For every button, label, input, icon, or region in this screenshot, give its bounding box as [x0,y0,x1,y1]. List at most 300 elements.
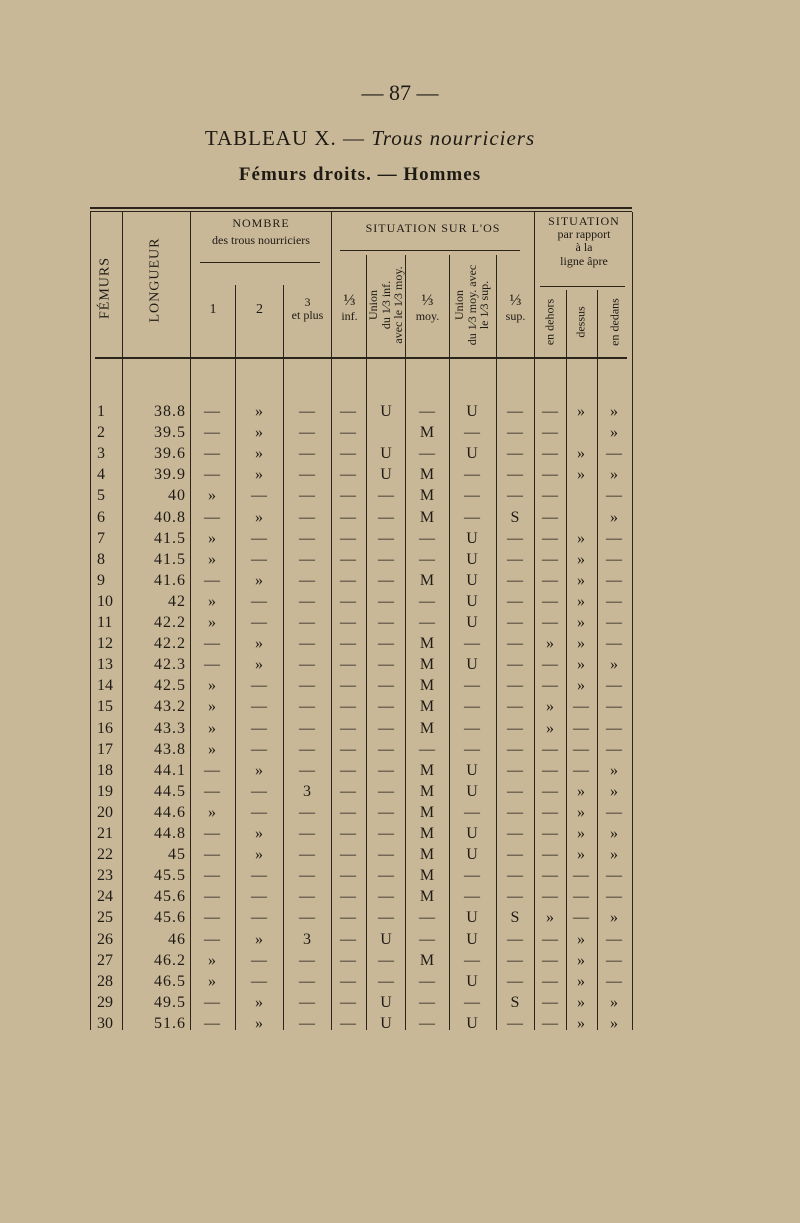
table-cell: » [610,403,618,420]
table-cell: — [378,909,394,927]
row-number: 14 [97,677,113,695]
situation-sub-rule [340,250,520,251]
table-cell: — [507,951,523,969]
table-cell: — [419,550,435,568]
table-cell: — [378,867,394,885]
table-cell: — [340,909,356,927]
table-cell: — [251,888,267,906]
header-s-union1-c: avec le 1⁄3 moy. [391,266,406,344]
table-cell: — [606,614,622,631]
table-cell: S [510,993,520,1011]
table-cell: — [299,803,315,821]
table-cell: — [419,614,435,631]
table-cell: U [466,972,478,990]
table-cell: » [610,424,618,442]
table-cell: — [378,825,394,842]
row-length: 42.2 [154,614,186,631]
table-cell: » [208,529,216,547]
table-cell: » [610,993,618,1011]
table-cell: — [507,740,523,758]
table-cell: U [466,761,478,779]
table-cell: — [251,951,267,969]
header-s-moy-text: moy. [415,308,440,323]
row-number: 2 [97,424,105,442]
table-cell: » [208,719,216,737]
table-cell: — [204,403,220,420]
table-cell: M [419,867,435,885]
header-nombre-sub: des trous nourriciers [212,233,310,247]
row-number: 20 [97,803,113,821]
table-cell: — [299,698,315,716]
table-cell: » [255,445,263,463]
table-cell: S [510,508,520,526]
table-cell: — [340,698,356,716]
row-number: 22 [97,846,113,864]
table-cell: » [255,508,263,526]
table-cell: — [507,698,523,716]
table-cell: M [419,677,435,695]
table-cell: — [507,719,523,737]
table-cell: — [251,698,267,716]
table-cell: — [204,635,220,653]
table-cell: » [255,825,263,842]
row-length: 42.2 [154,635,186,653]
row-number: 28 [97,972,113,990]
header-s-union2-a: Union [452,290,467,321]
table-cell: — [340,803,356,821]
table-cell: — [204,930,220,948]
table-cell: — [299,825,315,842]
table-cell: — [542,782,558,800]
table-cell: — [299,909,315,927]
table-cell: — [378,508,394,526]
table-cell: » [255,993,263,1011]
row-length: 40 [168,487,186,505]
table-cell: — [340,719,356,737]
row-length: 40.8 [154,508,186,526]
table-cell: — [573,909,589,927]
table-cell: — [340,888,356,906]
header-s-sup-frac: ⅓ [509,292,522,309]
table-cell: — [507,677,523,695]
table-cell: 3 [303,782,311,800]
table-cell: — [419,529,435,547]
table-cell: — [542,487,558,505]
table-cell: M [419,635,435,653]
header-s-union1-a: Union [366,290,381,321]
table-cell: — [507,529,523,547]
table-cell: — [299,508,315,526]
table-cell: — [204,867,220,885]
table-cell: M [419,424,435,442]
row-number: 7 [97,529,105,547]
rapport-sub-rule [540,286,625,287]
table-cell: — [340,972,356,990]
top-rule-1 [90,207,632,209]
table-cell: » [255,466,263,484]
row-number: 18 [97,761,113,779]
table-cell: » [577,846,585,864]
header-r-dedans: en dedans [607,298,622,346]
table-cell: — [464,698,480,716]
table-cell: U [380,403,392,420]
header-s-union2 [453,265,491,346]
table-cell: — [507,972,523,990]
table-cell: » [577,550,585,568]
table-cell: — [340,782,356,800]
table-cell: — [464,466,480,484]
table-cell: » [255,1014,263,1032]
table-cell: U [466,592,478,610]
table-cell: — [507,635,523,653]
col-line-n2 [283,285,284,1030]
table-cell: — [299,972,315,990]
nombre-sub-rule [200,262,320,263]
table-cell: — [507,825,523,842]
table-cell: — [464,803,480,821]
table-cell: — [606,719,622,737]
table-cell: — [340,1014,356,1032]
table-cell: — [299,993,315,1011]
table-cell: — [507,1014,523,1032]
table-cell: » [610,656,618,674]
table-cell: — [299,487,315,505]
table-cell: — [606,571,622,589]
table-cell: » [577,635,585,653]
header-rapport-2: par rapport [557,227,611,242]
table-cell: — [299,466,315,484]
table-cell: — [340,656,356,674]
table-cell: » [208,614,216,631]
table-cell: — [378,487,394,505]
table-cell: — [204,825,220,842]
table-cell: — [378,951,394,969]
table-cell: S [510,909,520,927]
table-cell: » [255,761,263,779]
row-length: 42 [168,592,186,610]
table-cell: » [208,487,216,505]
table-cell: — [507,550,523,568]
table-cell: » [610,466,618,484]
table-cell: — [507,761,523,779]
table-cell: — [464,719,480,737]
table-cell: — [340,508,356,526]
table-cell: — [507,867,523,885]
row-length: 41.6 [154,571,186,589]
table-cell: — [204,656,220,674]
table-cell: — [340,761,356,779]
table-cell: — [507,656,523,674]
table-cell: U [380,993,392,1011]
row-number: 25 [97,909,113,927]
table-cell: » [255,403,263,420]
table-cell: — [606,550,622,568]
header-femurs: FÉMURS [97,256,113,320]
table-cell: — [204,445,220,463]
table-cell: — [464,508,480,526]
header-s-sup [497,292,534,323]
table-cell: — [251,909,267,927]
table-cell: — [507,403,523,420]
table-cell: — [507,424,523,442]
table-cell: — [251,529,267,547]
row-length: 45.5 [154,867,186,885]
table-cell: » [610,782,618,800]
table-cell: — [299,846,315,864]
table-cell: — [542,445,558,463]
table-cell: — [299,403,315,420]
table-cell: M [419,888,435,906]
table-cell: — [340,403,356,420]
row-number: 15 [97,698,113,716]
table-cell: M [419,508,435,526]
table-cell: — [299,761,315,779]
col-line-femurs [122,212,123,1030]
row-length: 45.6 [154,909,186,927]
row-length: 44.8 [154,825,186,842]
table-cell: — [606,698,622,716]
col-line-left [90,212,91,1030]
table-cell: — [464,993,480,1011]
header-longueur: LONGUEUR [147,237,163,323]
header-rapport [536,215,632,268]
table-cell: — [299,571,315,589]
table-cell: U [380,930,392,948]
row-length: 46.5 [154,972,186,990]
table-cell: — [419,930,435,948]
table-cell: — [378,719,394,737]
table-cell: — [542,803,558,821]
table-cell: — [378,972,394,990]
table-cell: » [577,592,585,610]
row-length: 45 [168,846,186,864]
table-cell: — [340,571,356,589]
header-s-sup-text: sup. [505,308,526,323]
table-cell: — [251,782,267,800]
table-cell: » [610,825,618,842]
table-cell: » [577,466,585,484]
header-rapport-4: ligne âpre [560,253,608,268]
table-cell: — [299,888,315,906]
row-number: 9 [97,571,105,589]
table-cell: » [577,1014,585,1032]
header-s-union1-b: du 1⁄3 inf. [378,280,393,330]
table-cell: — [251,740,267,758]
page-number: — 87 — [361,80,439,105]
table-cell: — [378,677,394,695]
row-number: 12 [97,635,113,653]
table-cell: » [208,698,216,716]
table-cell: — [340,592,356,610]
table-cell: — [251,614,267,631]
table-cell: — [542,550,558,568]
table-cell: » [546,909,554,927]
table-cell: — [204,424,220,442]
header-s-union2-b: du 1⁄3 moy. avec [464,264,479,346]
table-cell: — [340,635,356,653]
table-cell: » [255,930,263,948]
table-cell: — [419,972,435,990]
table-cell: » [208,972,216,990]
table-cell: — [542,614,558,631]
table-cell: — [299,677,315,695]
table-cell: M [419,656,435,674]
table-cell: U [466,529,478,547]
table-cell: — [573,761,589,779]
row-number: 26 [97,930,113,948]
header-r-dessus: dessus [573,306,588,338]
table-cell: — [204,909,220,927]
table-cell: » [208,592,216,610]
table-cell: U [380,445,392,463]
header-nombre: NOMBRE [232,216,290,230]
table-title [0,126,740,151]
table-cell: » [610,508,618,526]
table-cell: — [340,614,356,631]
table-cell: — [542,825,558,842]
row-length: 45.6 [154,888,186,906]
table-cell: — [378,656,394,674]
table-cell: M [419,761,435,779]
table-cell: » [577,529,585,547]
table-cell: — [507,487,523,505]
table-cell: — [542,529,558,547]
table-cell: — [299,1014,315,1032]
table-cell: — [507,888,523,906]
table-cell: — [573,698,589,716]
table-cell: — [204,761,220,779]
table-cell: U [466,1014,478,1032]
table-cell: — [251,719,267,737]
table-cell: — [378,782,394,800]
table-cell: — [340,846,356,864]
table-cell: — [204,466,220,484]
table-cell: » [208,803,216,821]
table-cell: » [577,825,585,842]
table-cell: — [378,888,394,906]
col-line-n1 [235,285,236,1030]
table-cell: — [507,592,523,610]
table-cell: — [299,951,315,969]
table-cell: — [340,951,356,969]
table-cell: M [419,698,435,716]
table-cell: M [419,846,435,864]
table-cell: — [606,930,622,948]
table-cell: — [251,677,267,695]
table-cell: — [542,508,558,526]
table-cell: U [466,909,478,927]
header-s-moy [406,292,449,323]
table-cell: » [208,677,216,695]
table-cell: — [204,888,220,906]
table-cell: — [542,867,558,885]
table-cell: — [606,635,622,653]
row-length: 44.5 [154,782,186,800]
table-cell: — [378,592,394,610]
table-cell: — [606,529,622,547]
table-cell: — [542,972,558,990]
header-s-inf-text: inf. [341,308,358,323]
table-cell: — [204,1014,220,1032]
table-cell: — [204,508,220,526]
table-cell: » [577,951,585,969]
table-cell: » [255,635,263,653]
table-cell: U [466,930,478,948]
table-cell: » [610,761,618,779]
row-number: 17 [97,740,113,758]
row-number: 21 [97,825,113,842]
table-cell: 3 [303,930,311,948]
table-cell: » [577,993,585,1011]
table-cell: — [419,1014,435,1032]
table-cell: — [340,424,356,442]
table-cell: » [577,677,585,695]
table-cell: — [299,719,315,737]
row-number: 8 [97,550,105,568]
table-cell: — [507,846,523,864]
table-cell: — [542,677,558,695]
row-length: 42.5 [154,677,186,695]
table-cell: — [507,930,523,948]
table-cell: — [464,888,480,906]
table-cell: » [577,930,585,948]
table-cell: — [606,487,622,505]
row-number: 27 [97,951,113,969]
row-length: 41.5 [154,529,186,547]
row-number: 29 [97,993,113,1011]
table-cell: — [340,466,356,484]
row-length: 44.6 [154,803,186,821]
table-cell: » [577,403,585,420]
table-cell: — [378,740,394,758]
table-cell: — [606,803,622,821]
table-cell: U [466,445,478,463]
table-cell: — [573,888,589,906]
table-cell: U [466,782,478,800]
table-cell: — [299,550,315,568]
table-cell: — [606,888,622,906]
table-cell: — [299,635,315,653]
row-length: 43.8 [154,740,186,758]
header-situation: SITUATION SUR L'OS [365,221,501,235]
table-cell: — [606,592,622,610]
header-n1: 1 [209,302,217,317]
table-cell: — [251,803,267,821]
table-cell: U [466,614,478,631]
table-cell: — [340,445,356,463]
row-length: 39.9 [154,466,186,484]
table-cell [366,422,406,443]
header-n3 [285,296,330,322]
table-cell: — [419,592,435,610]
table-cell: — [542,761,558,779]
table-cell: — [251,550,267,568]
row-number: 30 [97,1014,113,1032]
row-length: 46.2 [154,951,186,969]
table-cell: M [419,466,435,484]
table-cell: — [606,972,622,990]
table-cell: — [340,740,356,758]
table-cell: M [419,719,435,737]
row-length: 51.6 [154,1014,186,1032]
table-cell: — [340,550,356,568]
table-cell: — [378,803,394,821]
table-cell: » [577,803,585,821]
table-cell: — [340,930,356,948]
table-cell: U [466,656,478,674]
table-cell: — [299,614,315,631]
header-bottom-rule [95,357,627,359]
